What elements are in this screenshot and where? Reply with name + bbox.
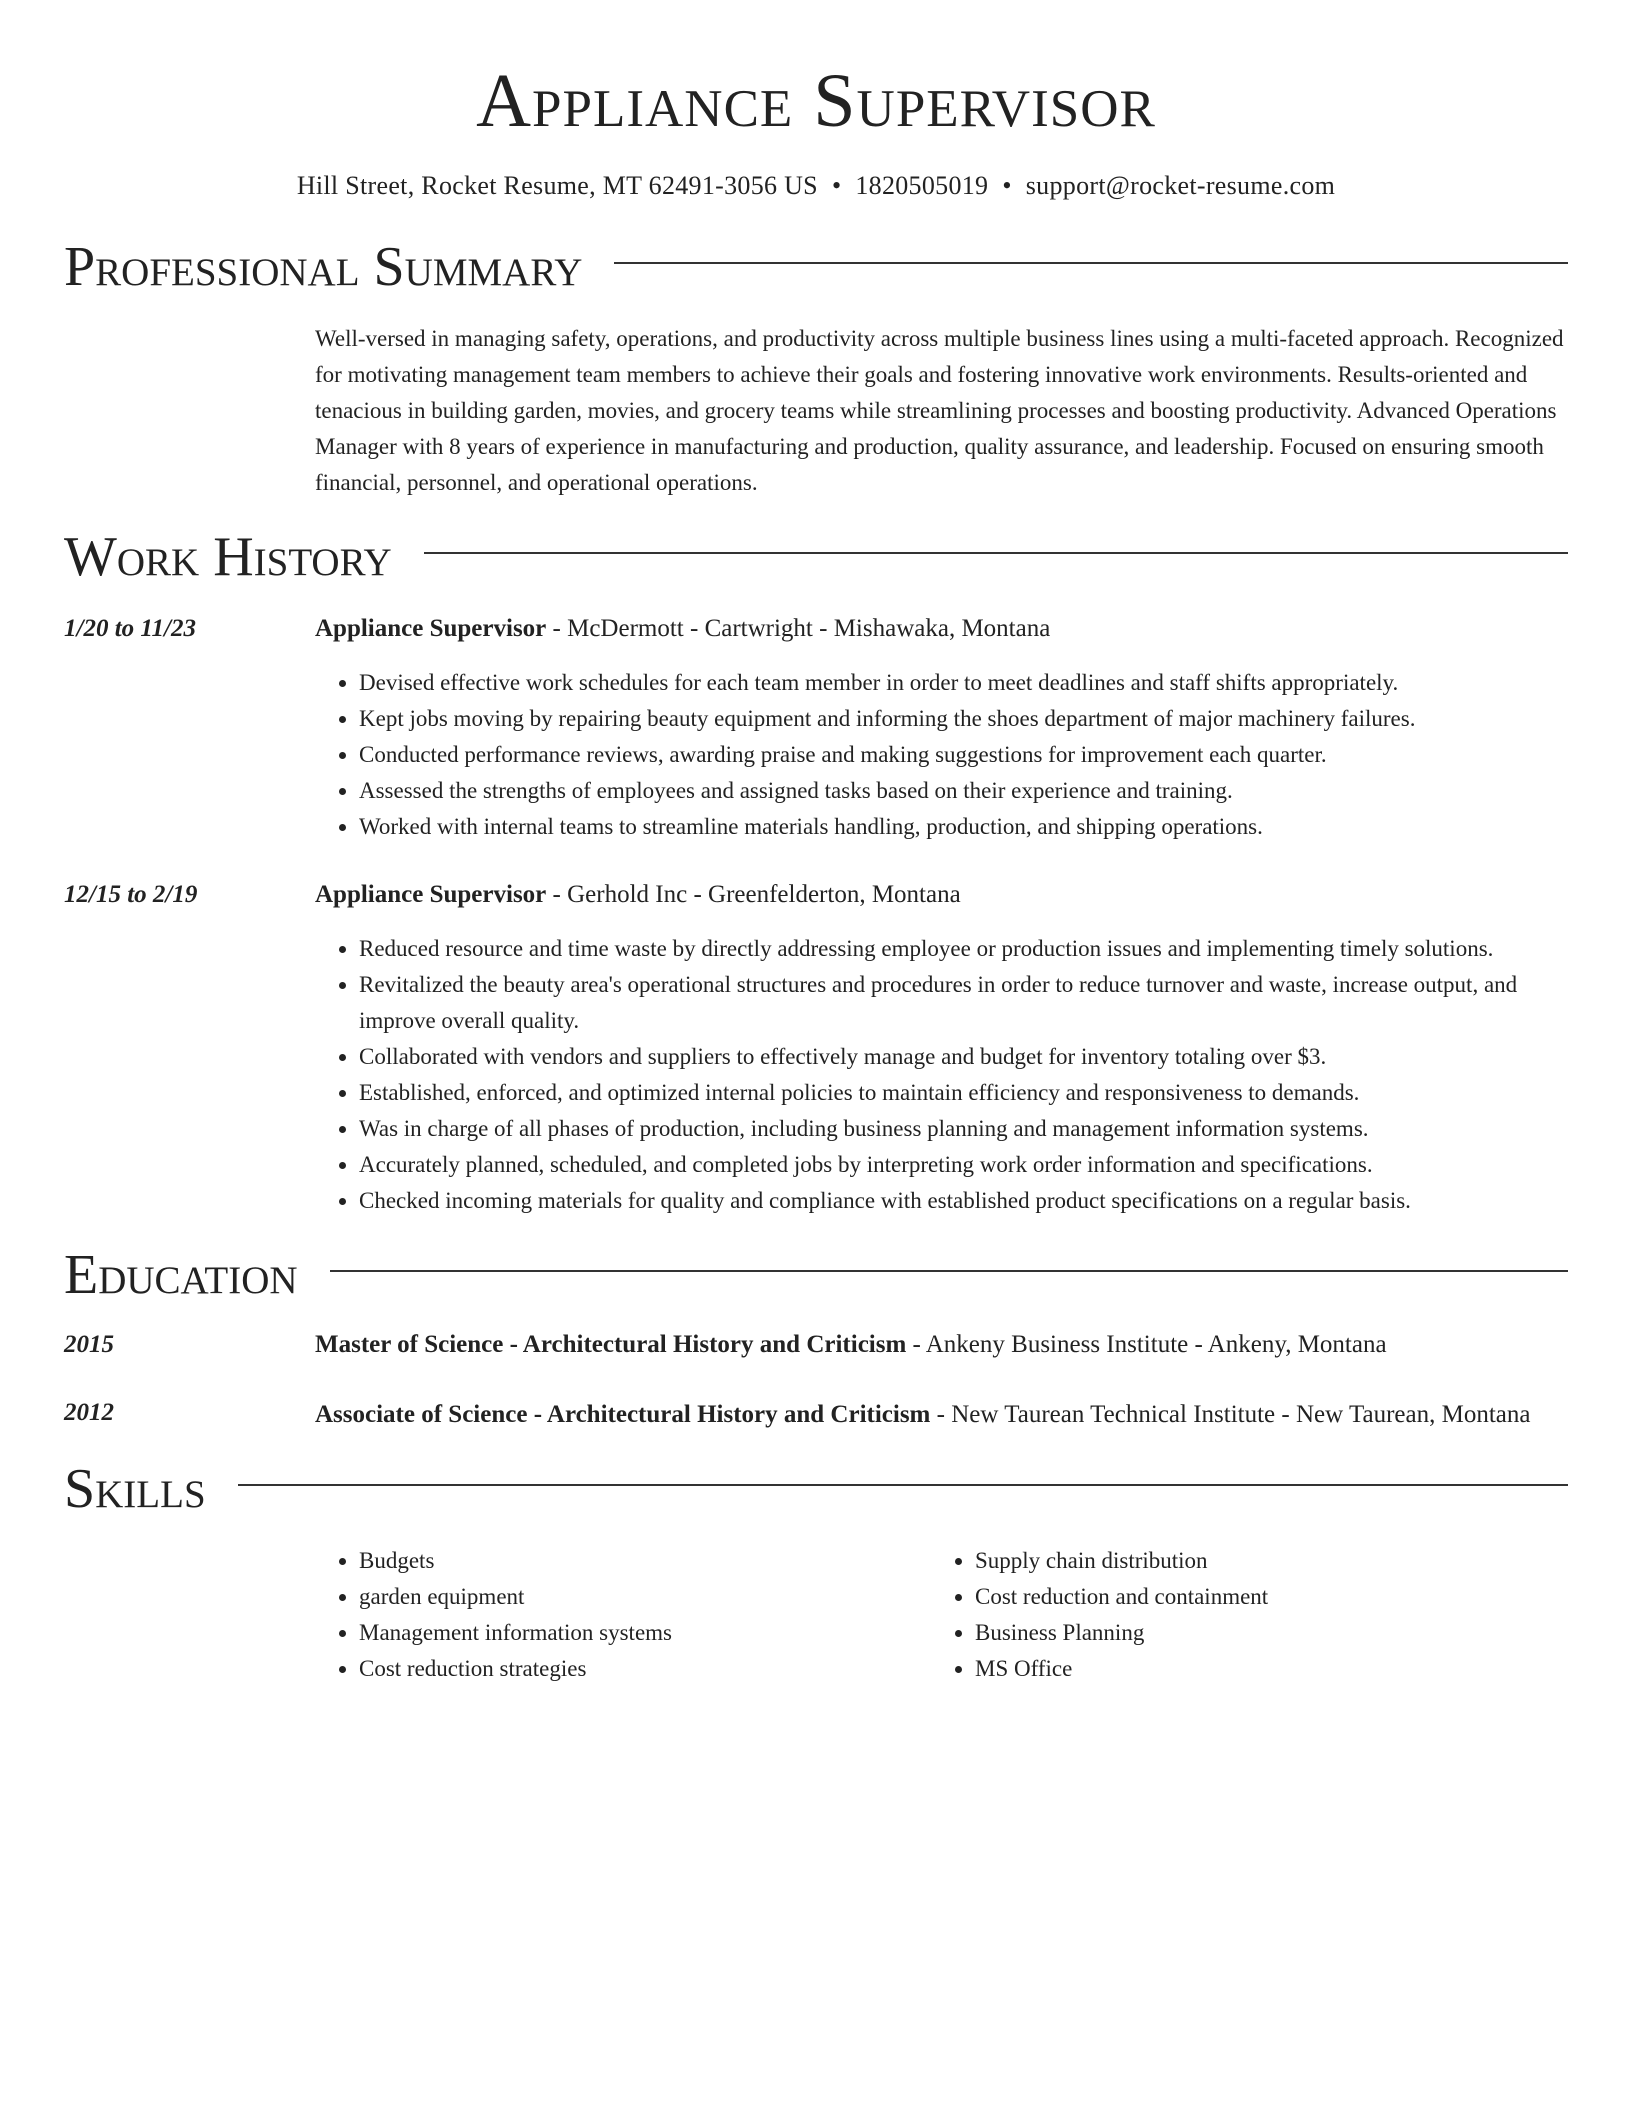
education-section-title: Education: [64, 1244, 298, 1307]
skill-item: • garden equipment: [359, 1579, 931, 1615]
contact-line: [64, 171, 1568, 201]
job-bullet: • Assessed the strengths of employees and assigned tasks based on their experience and training.: [359, 773, 1568, 809]
job-bullet: • Accurately planned, scheduled, and completed jobs by interpreting work order information and specifications.: [359, 1147, 1568, 1183]
job-bullet: • Reduced resource and time waste by directly addressing employee or production issues and implementing timely solutions.: [359, 931, 1568, 967]
job-bullet: • Was in charge of all phases of production, including business planning and management information systems.: [359, 1111, 1568, 1147]
candidate-name: Appliance Supervisor: [476, 59, 1156, 143]
job-bullets: [315, 931, 1568, 1219]
job-role: Appliance Supervisor: [315, 881, 547, 909]
job-date: 1/20 to 11/23: [64, 615, 196, 643]
job-bullet: • Conducted performance reviews, awarding praise and making suggestions for improvement each quarter.: [359, 737, 1568, 773]
job-heading: [315, 611, 1568, 647]
section-divider: [330, 1270, 1568, 1272]
skill-item: • MS Office: [975, 1651, 1547, 1687]
resume-page: [64, 0, 1568, 1687]
education-degree: Master of Science - Architectural History and Criticism: [315, 1331, 907, 1359]
job-body: [315, 877, 1568, 1219]
job-details: - McDermott - Cartwright - Mishawaka, Montana: [546, 615, 1051, 643]
job-bullet: • Collaborated with vendors and suppliers to effectively manage and budget for inventory totaling over $3.: [359, 1039, 1568, 1075]
skill-item: • Cost reduction strategies: [359, 1651, 931, 1687]
education-date: 2015: [64, 1331, 114, 1359]
work-section-title: Work History: [64, 526, 392, 589]
job-bullet: • Devised effective work schedules for each team member in order to meet deadlines and staff shifts appropriately.: [359, 665, 1568, 701]
contact-address: Hill Street, Rocket Resume, MT 62491-3056 US: [296, 171, 818, 201]
job-entry: [64, 877, 1568, 1219]
skills-section-header: [64, 1458, 1568, 1521]
education-section-header: [64, 1244, 1568, 1307]
job-bullet: • Worked with internal teams to streamline materials handling, production, and shipping operations.: [359, 809, 1568, 845]
skill-item: • Management information systems: [359, 1615, 931, 1651]
work-section-header: [64, 526, 1568, 589]
education-entry: [64, 1327, 1568, 1363]
education-details: - Ankeny Business Institute - Ankeny, Montana: [906, 1331, 1387, 1359]
education-entry: [64, 1395, 1568, 1435]
job-body: [315, 611, 1568, 845]
education-details: - New Taurean Technical Institute - New Taurean, Montana: [930, 1401, 1531, 1429]
skill-item: • Cost reduction and containment: [975, 1579, 1547, 1615]
skills-section-title: Skills: [64, 1458, 206, 1521]
education-date: 2012: [64, 1399, 114, 1427]
contact-separator: •: [1002, 171, 1012, 201]
contact-phone: 1820505019: [855, 171, 989, 201]
education-body: [315, 1395, 1568, 1435]
skills-list: [315, 1543, 1568, 1687]
skill-item: • Budgets: [359, 1543, 931, 1579]
skill-item: • Supply chain distribution: [975, 1543, 1547, 1579]
skills-column-left: [315, 1543, 931, 1687]
job-bullet: • Checked incoming materials for quality and compliance with established product specifications on a regular basis.: [359, 1183, 1568, 1219]
summary-section-title: Professional Summary: [64, 236, 583, 299]
contact-email[interactable]: support@rocket-resume.com: [1025, 171, 1336, 201]
job-details: - Gerhold Inc - Greenfelderton, Montana: [546, 881, 961, 909]
job-heading: [315, 877, 1568, 913]
education-body: [315, 1327, 1568, 1363]
contact-separator: •: [831, 171, 842, 201]
job-bullets: [315, 665, 1568, 845]
section-divider: [424, 552, 1568, 554]
section-divider: [238, 1484, 1568, 1486]
skill-item: • Business Planning: [975, 1615, 1547, 1651]
job-role: Appliance Supervisor: [315, 615, 547, 643]
job-bullet: • Revitalized the beauty area's operational structures and procedures in order to reduce turnover and waste, increase output, and improve overall quality.: [359, 967, 1568, 1039]
job-bullet: • Established, enforced, and optimized internal policies to maintain efficiency and responsiveness to demands.: [359, 1075, 1568, 1111]
job-date: 12/15 to 2/19: [64, 881, 198, 909]
job-entry: [64, 611, 1568, 845]
summary-text: Well-versed in managing safety, operations, and productivity across multiple business lines using a multi-faceted approach. Recognized for motivating management team members to achieve their goals and fostering innovative work environments. Results-oriented and tenacious in building garden, movies, and grocery teams while streamlining processes and boosting productivity. Advanced Operations Manager with 8 years of experience in manufacturing and production, quality assurance, and leadership. Focused on ensuring smooth financial, personnel, and operational operations.: [315, 326, 1564, 496]
job-bullet: • Kept jobs moving by repairing beauty equipment and informing the shoes department of major machinery failures.: [359, 701, 1568, 737]
summary-section-header: [64, 236, 1568, 299]
section-divider: [614, 262, 1568, 264]
skills-column-right: [931, 1543, 1547, 1687]
education-degree: Associate of Science - Architectural History and Criticism: [315, 1401, 931, 1429]
